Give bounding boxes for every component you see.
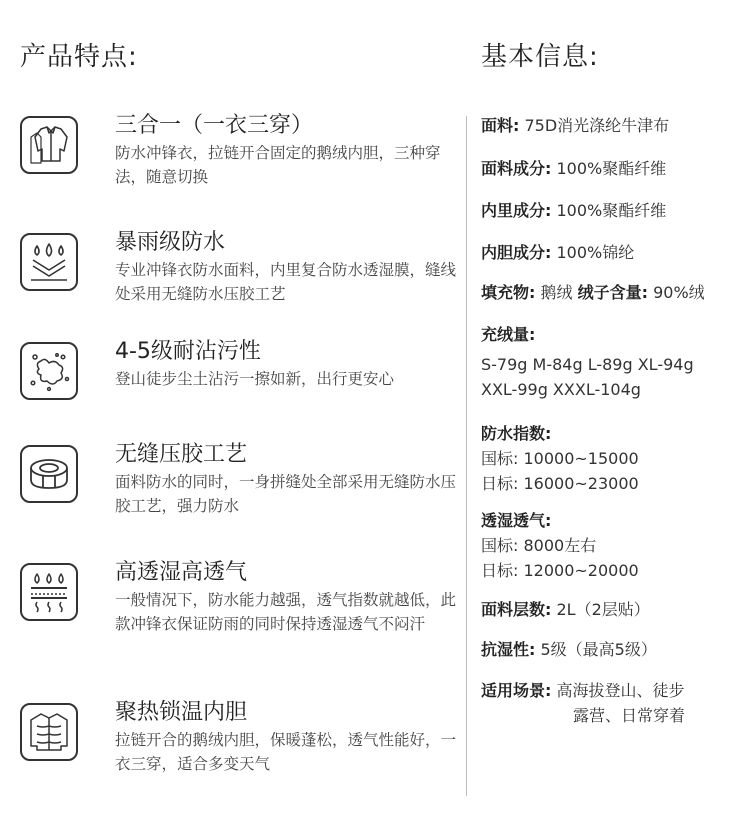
info-heading: 基本信息: bbox=[481, 42, 599, 72]
features-heading: 产品特点: bbox=[20, 42, 138, 72]
feature-desc: 拉链开合的鹅绒内胆，保暖蓬松，透气性能好，一衣三穿，适合多变天气 bbox=[115, 731, 457, 773]
feature-item bbox=[20, 339, 465, 442]
feature-item bbox=[20, 700, 465, 803]
feature-item bbox=[20, 560, 465, 663]
spec-liner-composition: 内胆成分: 100%锦纶 bbox=[481, 243, 635, 262]
feature-item bbox=[20, 442, 465, 545]
spec-fill-weight: 充绒量: S-79g M-84g L-89g XL-94g XXL-99g XXXL-104g bbox=[481, 325, 694, 399]
feature-title: 4-5级耐沾污性 bbox=[115, 339, 261, 364]
spec-fabric-layers: 面料层数: 2L（2层贴） bbox=[481, 600, 650, 619]
feature-desc: 面料防水的同时，一身拼缝处全部采用无缝防水压胶工艺，强力防水 bbox=[115, 473, 457, 515]
down-jacket-icon bbox=[20, 703, 78, 761]
feature-title: 高透湿高透气 bbox=[115, 560, 248, 585]
spec-scenario: 适用场景: 高海拔登山、徒步 露营、日常穿着 bbox=[481, 681, 686, 725]
tape-roll-icon bbox=[20, 445, 78, 503]
spec-lining-composition: 内里成分: 100%聚酯纤维 bbox=[481, 201, 667, 220]
feature-item bbox=[20, 230, 465, 333]
spec-filling: 填充物: 鹅绒 绒子含量: 90%绒 bbox=[481, 283, 705, 302]
feature-title: 三合一（一衣三穿） bbox=[115, 113, 314, 138]
spec-fabric: 面料: 75D消光涤纶牛津布 bbox=[481, 116, 670, 135]
feature-desc: 防水冲锋衣，拉链开合固定的鹅绒内胆，三种穿法，随意切换 bbox=[115, 144, 441, 186]
feature-desc: 专业冲锋衣防水面料，内里复合防水透湿膜，缝线处采用无缝防水压胶工艺 bbox=[115, 261, 457, 303]
feature-title: 暴雨级防水 bbox=[115, 230, 226, 255]
feature-title: 聚热锁温内胆 bbox=[115, 700, 248, 725]
stain-resistant-icon bbox=[20, 342, 78, 400]
spec-breathability: 透湿透气: 国标: 8000左右 日标: 12000~20000 bbox=[481, 511, 639, 580]
spec-fabric-composition: 面料成分: 100%聚酯纤维 bbox=[481, 159, 667, 178]
feature-item bbox=[20, 113, 465, 216]
divider bbox=[466, 116, 467, 796]
breathable-icon bbox=[20, 563, 78, 621]
feature-desc: 登山徒步尘土沾污一擦如新，出行更安心 bbox=[115, 370, 395, 388]
spec-waterproof-index: 防水指数: 国标: 10000~15000 日标: 16000~23000 bbox=[481, 424, 639, 493]
spec-moisture-resistance: 抗湿性: 5级（最高5级） bbox=[481, 640, 657, 659]
feature-desc: 一般情况下，防水能力越强，透气指数就越低，此款冲锋衣保证防雨的同时保持透湿透气不闷汗 bbox=[115, 591, 457, 633]
jacket-layers-icon bbox=[20, 116, 78, 174]
rain-waterproof-icon bbox=[20, 233, 78, 291]
feature-title: 无缝压胶工艺 bbox=[115, 442, 248, 467]
